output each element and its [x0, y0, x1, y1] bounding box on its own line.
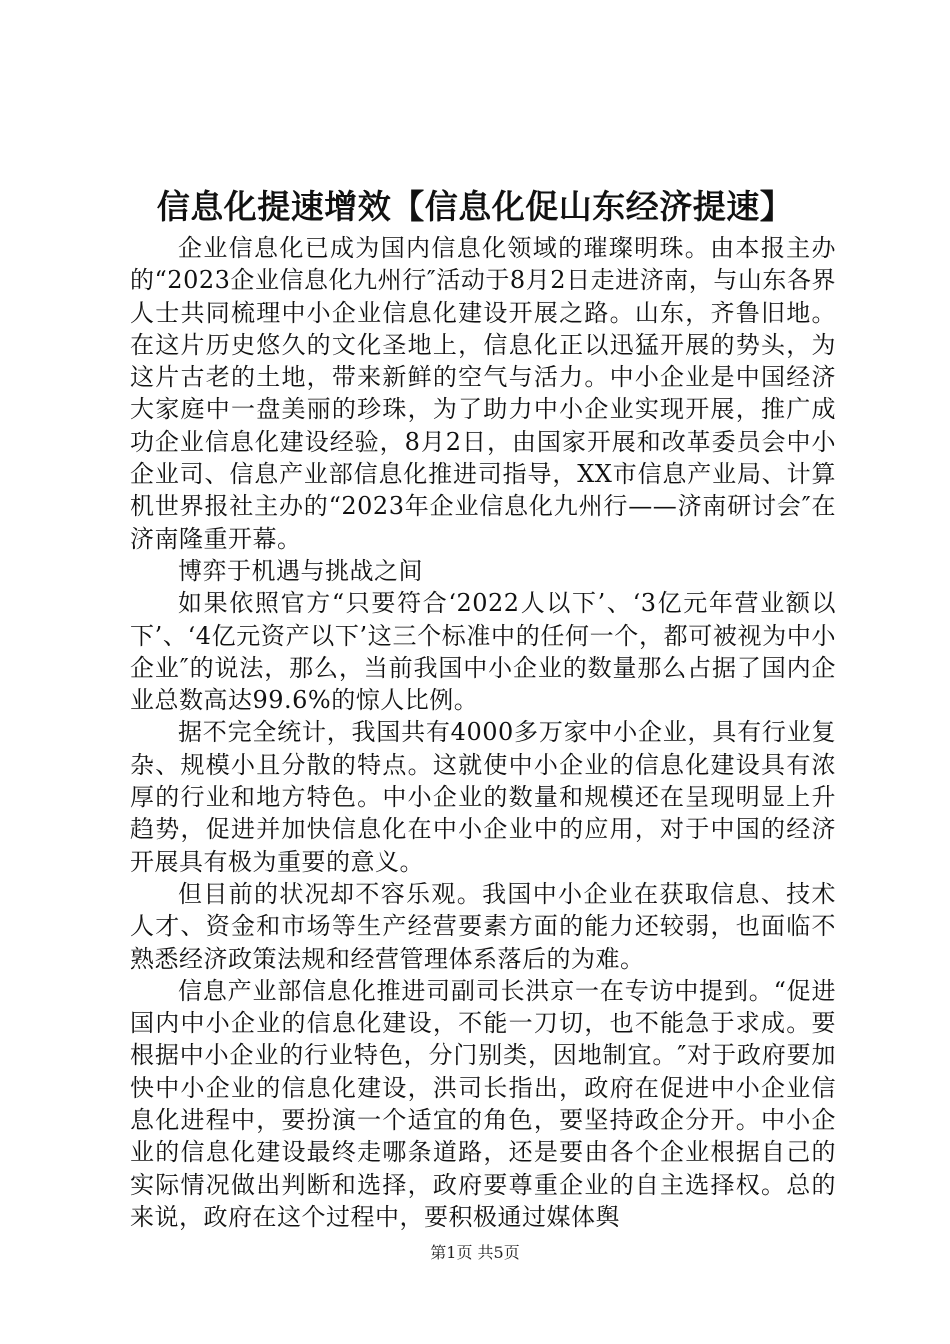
- section-heading: 博弈于机遇与挑战之间: [178, 556, 423, 585]
- document-title: 信息化提速增效【信息化促山东经济提速】: [156, 187, 794, 226]
- page-number-footer: 第1页 共5页: [430, 1243, 520, 1262]
- paragraph-intro: 企业信息化已成为国内信息化领域的璀璨明珠。由本报主办的“2023企业信息化九州行″活动于8月2日走进济南，与山东各界人士共同梳理中小企业信息化建设开展之路。山东，齐鲁旧地。在这片历史悠久的文化圣地上，信息化正以迅猛开展的势头，为这片古老的土地，带来新鲜的空气与活力。中小企业是中国经济大家庭中一盘美丽的珍珠，为了助力中小企业实现开展，推广成功企业信息化建设经验，8月2日，由国家开展和改革委员会中小企业司、信息产业部信息化推进司指导，XX市信息产业局、计算机世界报社主办的“2023年企业信息化九州行——济南研讨会″在济南隆重开幕。: [130, 234, 836, 553]
- paragraph-definition: 如果依照官方“只要符合‘2022人以下’、‘3亿元年营业额以下’、‘4亿元资产以下’这三个标准中的任何一个，都可被视为中小企业″的说法，那么，当前我国中小企业的数量那么占据了国内企业总数高达99.6%的惊人比例。: [130, 589, 836, 715]
- paragraph-situation: 但目前的状况却不容乐观。我国中小企业在获取信息、技术人才、资金和市场等生产经营要素方面的能力还较弱，也面临不熟悉经济政策法规和经营管理体系落后的为难。: [130, 879, 836, 973]
- paragraph-interview: 信息产业部信息化推进司副司长洪京一在专访中提到。“促进国内中小企业的信息化建设，不能一刀切，也不能急于求成。要根据中小企业的行业特色，分门别类，因地制宜。″对于政府要加快中小企业的信息化建设，洪司长指出，政府在促进中小企业信息化进程中，要扮演一个适宜的角色，要坚持政企分开。中小企业的信息化建设最终走哪条道路，还是要由各个企业根据自己的实际情况做出判断和选择，政府要尊重企业的自主选择权。总的来说，政府在这个过程中，要积极通过媒体舆: [130, 976, 836, 1231]
- paragraph-statistics: 据不完全统计，我国共有4000多万家中小企业，具有行业复杂、规模小且分散的特点。这就使中小企业的信息化建设具有浓厚的行业和地方特色。中小企业的数量和规模还在呈现明显上升趋势，促进并加快信息化在中小企业中的应用，对于中国的经济开展具有极为重要的意义。: [130, 718, 836, 876]
- document-body: [130, 232, 836, 1233]
